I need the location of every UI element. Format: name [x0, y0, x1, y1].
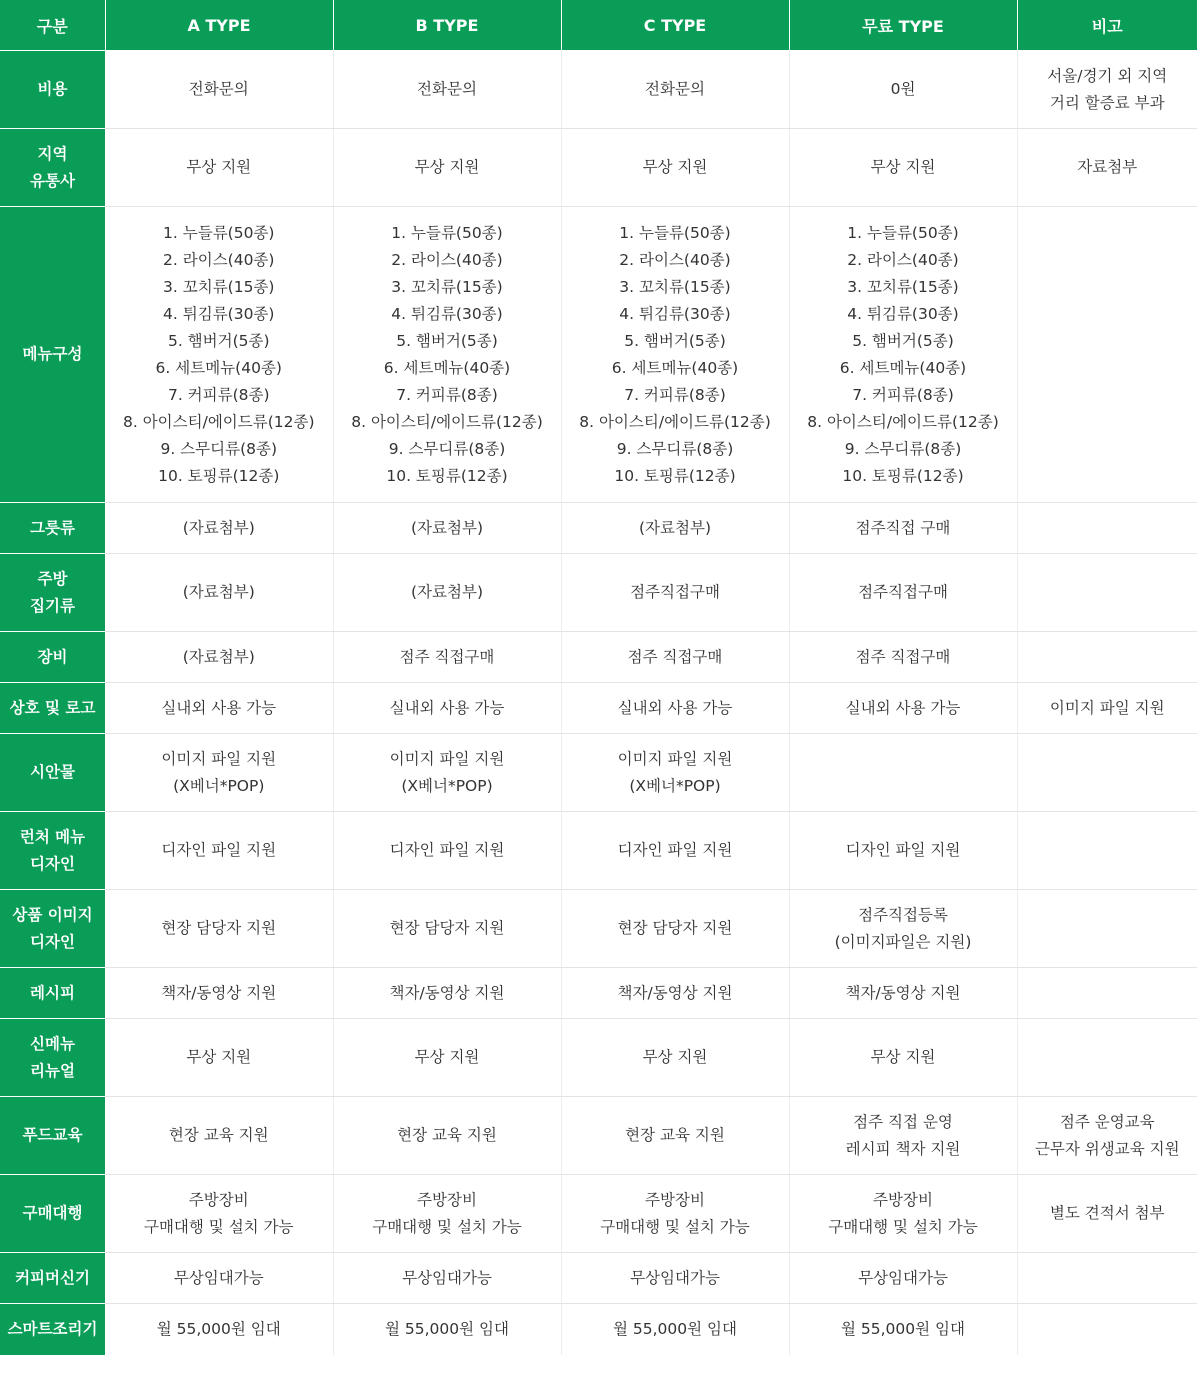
table-cell: 현장 교육 지원 — [561, 1097, 789, 1175]
table-cell: 이미지 파일 지원 (X베너*POP) — [333, 734, 561, 812]
table-cell: 점주 운영교육 근무자 위생교육 지원 — [1017, 1097, 1197, 1175]
table-cell: 무상 지원 — [789, 1019, 1017, 1097]
table-cell — [1017, 554, 1197, 632]
table-cell: 책자/동영상 지원 — [561, 968, 789, 1019]
table-cell: 주방장비 구매대행 및 설치 가능 — [333, 1175, 561, 1253]
table-cell: 현장 담당자 지원 — [333, 890, 561, 968]
table-cell: 점주직접 구매 — [789, 503, 1017, 554]
header-free-type: 무료 TYPE — [789, 0, 1017, 51]
table-cell — [1017, 632, 1197, 683]
table-row-launcher-design — [0, 812, 1197, 890]
table-cell: 현장 담당자 지원 — [561, 890, 789, 968]
table-cell: (자료첨부) — [561, 503, 789, 554]
table-cell — [1017, 734, 1197, 812]
table-cell: (자료첨부) — [105, 503, 333, 554]
table-cell: 점주직접구매 — [789, 554, 1017, 632]
row-label: 지역 유통사 — [0, 129, 105, 207]
row-label: 런처 메뉴 디자인 — [0, 812, 105, 890]
table-cell: 월 55,000원 임대 — [789, 1304, 1017, 1355]
header-a-type: A TYPE — [105, 0, 333, 51]
table-cell: 1. 누들류(50종) 2. 라이스(40종) 3. 꼬치류(15종) 4. 튀김류(30종) 5. 햄버거(5종) 6. 세트메뉴(40종) 7. 커피류(8종) 8. 아이스티/에이드류(12종) 9. 스무디류(8종) 10. 토핑류(12종) — [789, 207, 1017, 503]
table-cell: 실내외 사용 가능 — [561, 683, 789, 734]
table-cell: 전화문의 — [105, 51, 333, 129]
table-row-smart-cooker — [0, 1304, 1197, 1355]
table-row-recipe — [0, 968, 1197, 1019]
table-cell: 0원 — [789, 51, 1017, 129]
row-label: 신메뉴 리뉴얼 — [0, 1019, 105, 1097]
table-cell: 무상임대가능 — [789, 1253, 1017, 1304]
table-cell: 자료첨부 — [1017, 129, 1197, 207]
row-label: 비용 — [0, 51, 105, 129]
table-row-kitchenware — [0, 554, 1197, 632]
header-notes: 비고 — [1017, 0, 1197, 51]
row-label: 그릇류 — [0, 503, 105, 554]
table-row-cost — [0, 51, 1197, 129]
table-cell: 점주 직접구매 — [561, 632, 789, 683]
row-label: 스마트조리기 — [0, 1304, 105, 1355]
table-cell: 디자인 파일 지원 — [789, 812, 1017, 890]
table-cell — [1017, 1253, 1197, 1304]
table-cell: 이미지 파일 지원 — [1017, 683, 1197, 734]
table-cell: 이미지 파일 지원 (X베너*POP) — [105, 734, 333, 812]
row-label: 상호 및 로고 — [0, 683, 105, 734]
table-cell: 무상 지원 — [333, 1019, 561, 1097]
table-cell: 점주 직접구매 — [333, 632, 561, 683]
table-cell: 전화문의 — [561, 51, 789, 129]
table-cell: 현장 교육 지원 — [333, 1097, 561, 1175]
table-row-menu — [0, 207, 1197, 503]
table-cell: 전화문의 — [333, 51, 561, 129]
table-row-product-image — [0, 890, 1197, 968]
table-cell: 디자인 파일 지원 — [561, 812, 789, 890]
table-cell: 월 55,000원 임대 — [105, 1304, 333, 1355]
table-cell — [1017, 968, 1197, 1019]
table-cell: 현장 담당자 지원 — [105, 890, 333, 968]
table-cell: 1. 누들류(50종) 2. 라이스(40종) 3. 꼬치류(15종) 4. 튀김류(30종) 5. 햄버거(5종) 6. 세트메뉴(40종) 7. 커피류(8종) 8. 아이스티/에이드류(12종) 9. 스무디류(8종) 10. 토핑류(12종) — [105, 207, 333, 503]
header-row — [0, 0, 1197, 51]
table-cell: 책자/동영상 지원 — [105, 968, 333, 1019]
table-cell: 무상임대가능 — [105, 1253, 333, 1304]
table-cell: 주방장비 구매대행 및 설치 가능 — [105, 1175, 333, 1253]
table-cell — [1017, 503, 1197, 554]
table-cell: (자료첨부) — [105, 554, 333, 632]
table-cell: 1. 누들류(50종) 2. 라이스(40종) 3. 꼬치류(15종) 4. 튀김류(30종) 5. 햄버거(5종) 6. 세트메뉴(40종) 7. 커피류(8종) 8. 아이스티/에이드류(12종) 9. 스무디류(8종) 10. 토핑류(12종) — [561, 207, 789, 503]
table-cell: 실내외 사용 가능 — [789, 683, 1017, 734]
table-row-coffee-machine — [0, 1253, 1197, 1304]
table-cell: 디자인 파일 지원 — [333, 812, 561, 890]
table-cell — [1017, 1304, 1197, 1355]
table-row-promo-material — [0, 734, 1197, 812]
table-row-food-training — [0, 1097, 1197, 1175]
table-row-brand-logo — [0, 683, 1197, 734]
table-row-distributor — [0, 129, 1197, 207]
table-cell: 주방장비 구매대행 및 설치 가능 — [789, 1175, 1017, 1253]
table-cell: 무상임대가능 — [561, 1253, 789, 1304]
table-cell: 주방장비 구매대행 및 설치 가능 — [561, 1175, 789, 1253]
table-cell: 점주 직접구매 — [789, 632, 1017, 683]
table-row-purchase-agency — [0, 1175, 1197, 1253]
table-cell — [1017, 207, 1197, 503]
table-cell: 월 55,000원 임대 — [333, 1304, 561, 1355]
table-cell: 무상 지원 — [105, 129, 333, 207]
table-cell: 점주 직접 운영 레시피 책자 지원 — [789, 1097, 1017, 1175]
header-b-type: B TYPE — [333, 0, 561, 51]
row-label: 장비 — [0, 632, 105, 683]
table-cell: 현장 교육 지원 — [105, 1097, 333, 1175]
table-cell: 실내외 사용 가능 — [333, 683, 561, 734]
table-cell: (자료첨부) — [333, 503, 561, 554]
row-label: 상품 이미지 디자인 — [0, 890, 105, 968]
table-cell: 무상 지원 — [333, 129, 561, 207]
table-cell: 디자인 파일 지원 — [105, 812, 333, 890]
table-cell: 무상 지원 — [561, 129, 789, 207]
table-cell: 점주직접등록 (이미지파일은 지원) — [789, 890, 1017, 968]
table-cell: (자료첨부) — [105, 632, 333, 683]
table-cell: 책자/동영상 지원 — [789, 968, 1017, 1019]
table-row-new-menu — [0, 1019, 1197, 1097]
table-cell: (자료첨부) — [333, 554, 561, 632]
table-cell: 무상임대가능 — [333, 1253, 561, 1304]
table-cell: 1. 누들류(50종) 2. 라이스(40종) 3. 꼬치류(15종) 4. 튀김류(30종) 5. 햄버거(5종) 6. 세트메뉴(40종) 7. 커피류(8종) 8. 아이스티/에이드류(12종) 9. 스무디류(8종) 10. 토핑류(12종) — [333, 207, 561, 503]
table-cell: 이미지 파일 지원 (X베너*POP) — [561, 734, 789, 812]
table-cell: 실내외 사용 가능 — [105, 683, 333, 734]
table-row-dishes — [0, 503, 1197, 554]
row-label: 레시피 — [0, 968, 105, 1019]
table-cell: 무상 지원 — [789, 129, 1017, 207]
row-label: 주방 집기류 — [0, 554, 105, 632]
table-cell — [1017, 812, 1197, 890]
table-cell: 월 55,000원 임대 — [561, 1304, 789, 1355]
table-cell — [789, 734, 1017, 812]
row-label: 메뉴구성 — [0, 207, 105, 503]
row-label: 구매대행 — [0, 1175, 105, 1253]
table-cell: 책자/동영상 지원 — [333, 968, 561, 1019]
table-cell: 별도 견적서 첨부 — [1017, 1175, 1197, 1253]
header-c-type: C TYPE — [561, 0, 789, 51]
row-label: 푸드교육 — [0, 1097, 105, 1175]
table-cell: 무상 지원 — [561, 1019, 789, 1097]
table-cell: 점주직접구매 — [561, 554, 789, 632]
table-row-equipment — [0, 632, 1197, 683]
table-cell: 서울/경기 외 지역 거리 할증료 부과 — [1017, 51, 1197, 129]
table-cell: 무상 지원 — [105, 1019, 333, 1097]
header-category: 구분 — [0, 0, 105, 51]
table-cell — [1017, 890, 1197, 968]
table-cell — [1017, 1019, 1197, 1097]
row-label: 커피머신기 — [0, 1253, 105, 1304]
row-label: 시안물 — [0, 734, 105, 812]
